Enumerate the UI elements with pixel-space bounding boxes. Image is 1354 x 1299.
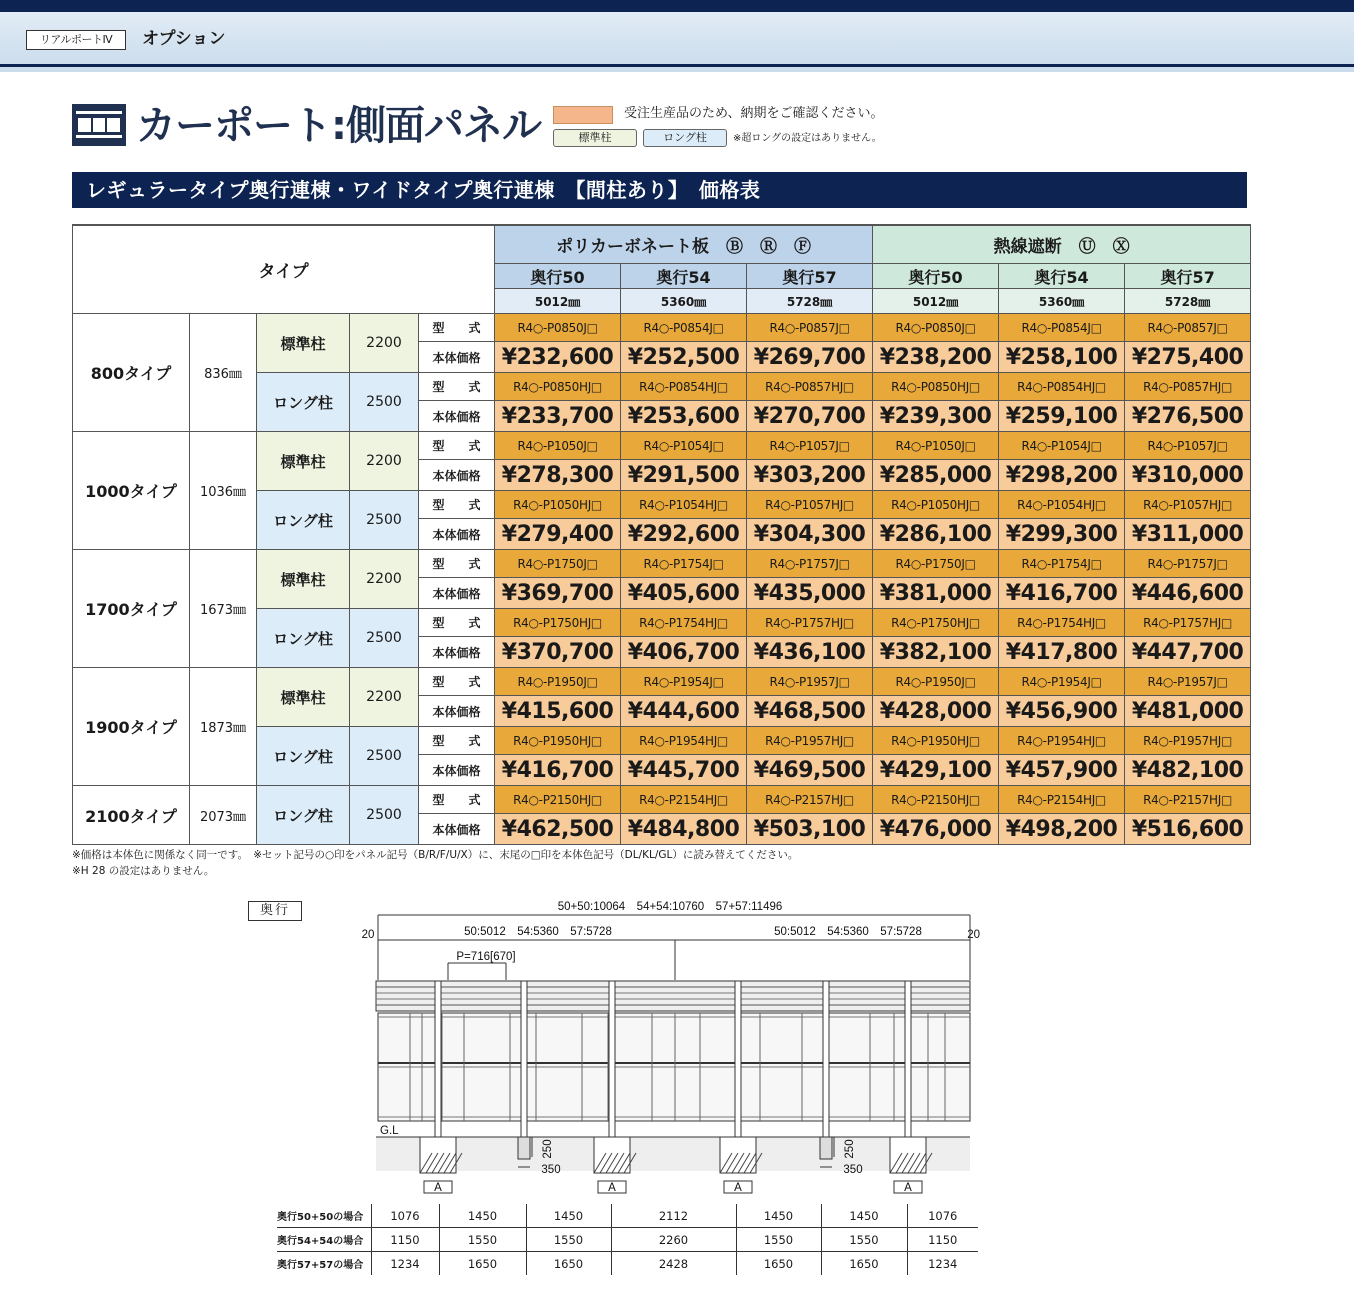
model-code-cell: R4○-P1950HJ□ bbox=[495, 727, 621, 755]
model-code-cell: R4○-P1757J□ bbox=[1125, 550, 1251, 578]
depth-mm-header: 5360㎜ bbox=[999, 289, 1125, 314]
spacing-row-label: 奥行57+57の場合 bbox=[277, 1260, 364, 1271]
small-foundation bbox=[820, 1137, 832, 1159]
price-cell: ¥292,600 bbox=[621, 519, 747, 550]
price-cell: ¥299,300 bbox=[999, 519, 1125, 550]
type-cell: 2100タイプ bbox=[73, 786, 190, 845]
spacing-value: 2112 bbox=[611, 1204, 736, 1228]
depth-mm-header: 5012㎜ bbox=[495, 289, 621, 314]
model-code-cell: R4○-P0854HJ□ bbox=[621, 373, 747, 401]
side-panels bbox=[378, 1013, 970, 1121]
price-cell: ¥445,700 bbox=[621, 755, 747, 786]
roof bbox=[376, 981, 970, 1011]
model-code-cell: R4○-P1954HJ□ bbox=[621, 727, 747, 755]
post-type-cell: 標準柱 bbox=[257, 550, 350, 609]
price-cell: ¥456,900 bbox=[999, 696, 1125, 727]
post-type-cell: ロング柱 bbox=[257, 491, 350, 550]
side-elevation-diagram bbox=[360, 895, 980, 1195]
model-code-cell: R4○-P1054J□ bbox=[999, 432, 1125, 460]
post-type-cell: ロング柱 bbox=[257, 373, 350, 432]
price-cell: ¥446,600 bbox=[1125, 578, 1251, 609]
model-label: 型 式 bbox=[419, 727, 495, 755]
depth-header: 奥行50 bbox=[873, 264, 999, 289]
overall-depth-dimension: 50+50:10064 54+54:10760 57+57:11496 bbox=[557, 901, 783, 913]
price-cell: ¥370,700 bbox=[495, 637, 621, 668]
spacing-row bbox=[277, 1204, 978, 1228]
price-label: 本体価格 bbox=[419, 342, 495, 373]
post-type-cell: ロング柱 bbox=[257, 727, 350, 786]
price-cell: ¥304,300 bbox=[747, 519, 873, 550]
height-cell: 2500 bbox=[350, 491, 419, 550]
model-code-cell: R4○-P1750HJ□ bbox=[873, 609, 999, 637]
depth-mm-header: 5360㎜ bbox=[621, 289, 747, 314]
model-row bbox=[73, 314, 1251, 342]
foundation bbox=[890, 1137, 926, 1173]
price-cell: ¥416,700 bbox=[495, 755, 621, 786]
post-type-cell: ロング柱 bbox=[257, 609, 350, 668]
legend-note: ※超ロングの設定はありません。 bbox=[733, 133, 882, 144]
spacing-value: 1450 bbox=[736, 1204, 821, 1228]
foundation-label: A bbox=[434, 1182, 442, 1194]
spacing-value: 2428 bbox=[611, 1252, 736, 1276]
model-label: 型 式 bbox=[419, 432, 495, 460]
model-code-cell: R4○-P1050J□ bbox=[495, 432, 621, 460]
price-label: 本体価格 bbox=[419, 637, 495, 668]
model-label: 型 式 bbox=[419, 609, 495, 637]
width-cell: 1036㎜ bbox=[190, 432, 257, 550]
height-cell: 2200 bbox=[350, 668, 419, 727]
spacing-value: 1650 bbox=[526, 1252, 611, 1276]
pitch-dimension: P=716[670] bbox=[456, 951, 516, 963]
spacing-value: 1550 bbox=[439, 1228, 526, 1252]
foundation-label: A bbox=[608, 1182, 616, 1194]
price-cell: ¥252,500 bbox=[621, 342, 747, 373]
legend-made-to-order-text: 受注生産品のため、納期をご確認ください。 bbox=[624, 106, 884, 121]
spacing-value: 1650 bbox=[821, 1252, 907, 1276]
depth-tag: 奥行 bbox=[248, 901, 302, 921]
price-cell: ¥447,700 bbox=[1125, 637, 1251, 668]
price-cell: ¥276,500 bbox=[1125, 401, 1251, 432]
type-cell: 800タイプ bbox=[73, 314, 190, 432]
depth-header: 奥行57 bbox=[747, 264, 873, 289]
foundation bbox=[594, 1137, 630, 1173]
post-type-cell: 標準柱 bbox=[257, 668, 350, 727]
height-cell: 2500 bbox=[350, 786, 419, 845]
width-cell: 1873㎜ bbox=[190, 668, 257, 786]
note-line-1: ※価格は本体色に関係なく同一です。 ※セット記号の○印をパネル記号（B/R/F/U/X）に、末尾の□印を本体色記号（DL/KL/GL）に読み替えてください。 bbox=[72, 849, 799, 861]
price-label: 本体価格 bbox=[419, 519, 495, 550]
spacing-row bbox=[277, 1228, 978, 1252]
spacing-row bbox=[277, 1252, 978, 1276]
price-cell: ¥481,000 bbox=[1125, 696, 1251, 727]
price-table-body bbox=[73, 314, 1251, 845]
depth-mm-header: 5012㎜ bbox=[873, 289, 999, 314]
post bbox=[521, 981, 527, 1137]
legend-standard-post: 標準柱 bbox=[553, 129, 637, 147]
model-code-cell: R4○-P0850HJ□ bbox=[873, 373, 999, 401]
model-code-cell: R4○-P0850J□ bbox=[873, 314, 999, 342]
model-code-cell: R4○-P0854J□ bbox=[999, 314, 1125, 342]
model-label: 型 式 bbox=[419, 668, 495, 696]
left-margin-dimension: 20 bbox=[361, 929, 375, 941]
foundation-width-dimension: 350 bbox=[843, 1164, 863, 1176]
small-foundation bbox=[518, 1137, 530, 1159]
model-code-cell: R4○-P2154HJ□ bbox=[621, 786, 747, 814]
spacing-value: 1550 bbox=[526, 1228, 611, 1252]
model-code-cell: R4○-P1954J□ bbox=[999, 668, 1125, 696]
left-half-dimension: 50:5012 54:5360 57:5728 bbox=[464, 926, 612, 938]
model-code-cell: R4○-P1054J□ bbox=[621, 432, 747, 460]
price-cell: ¥436,100 bbox=[747, 637, 873, 668]
heat-shield-header: 熱線遮断 Ⓤ Ⓧ bbox=[873, 225, 1251, 264]
type-cell: 1700タイプ bbox=[73, 550, 190, 668]
model-code-cell: R4○-P0857J□ bbox=[747, 314, 873, 342]
model-code-cell: R4○-P1957HJ□ bbox=[1125, 727, 1251, 755]
post-spacing-table bbox=[277, 1204, 978, 1275]
spacing-value: 1550 bbox=[736, 1228, 821, 1252]
price-cell: ¥233,700 bbox=[495, 401, 621, 432]
price-table bbox=[72, 224, 1251, 845]
model-code-cell: R4○-P1057HJ□ bbox=[747, 491, 873, 519]
model-code-cell: R4○-P1757HJ□ bbox=[1125, 609, 1251, 637]
right-half-dimension: 50:5012 54:5360 57:5728 bbox=[774, 926, 922, 938]
model-code-cell: R4○-P1750HJ□ bbox=[495, 609, 621, 637]
model-code-cell: R4○-P1757HJ□ bbox=[747, 609, 873, 637]
post-type-cell: ロング柱 bbox=[257, 786, 350, 845]
model-code-cell: R4○-P1754HJ□ bbox=[621, 609, 747, 637]
spacing-value: 1076 bbox=[907, 1204, 978, 1228]
post bbox=[435, 981, 441, 1137]
model-code-cell: R4○-P1757J□ bbox=[747, 550, 873, 578]
post bbox=[905, 981, 911, 1137]
spacing-value: 1234 bbox=[907, 1252, 978, 1276]
price-cell: ¥435,000 bbox=[747, 578, 873, 609]
model-code-cell: R4○-P1054HJ□ bbox=[999, 491, 1125, 519]
price-cell: ¥484,800 bbox=[621, 814, 747, 845]
price-cell: ¥369,700 bbox=[495, 578, 621, 609]
model-code-cell: R4○-P1957J□ bbox=[747, 668, 873, 696]
width-cell: 2073㎜ bbox=[190, 786, 257, 845]
ground-level-label: G.L bbox=[380, 1125, 399, 1137]
price-cell: ¥417,800 bbox=[999, 637, 1125, 668]
depth-header: 奥行54 bbox=[621, 264, 747, 289]
price-cell: ¥444,600 bbox=[621, 696, 747, 727]
price-cell: ¥270,700 bbox=[747, 401, 873, 432]
spacing-value: 1150 bbox=[371, 1228, 439, 1252]
depth-header: 奥行50 bbox=[495, 264, 621, 289]
model-code-cell: R4○-P1054HJ□ bbox=[621, 491, 747, 519]
spacing-value: 1450 bbox=[439, 1204, 526, 1228]
spacing-row-label: 奥行54+54の場合 bbox=[277, 1228, 371, 1252]
section-label: オプション bbox=[142, 29, 226, 49]
price-cell: ¥232,600 bbox=[495, 342, 621, 373]
model-label: 型 式 bbox=[419, 786, 495, 814]
price-cell: ¥476,000 bbox=[873, 814, 999, 845]
price-cell: ¥278,300 bbox=[495, 460, 621, 491]
model-code-cell: R4○-P1954HJ□ bbox=[999, 727, 1125, 755]
model-code-cell: R4○-P1950J□ bbox=[495, 668, 621, 696]
note-line-2: ※H 28 の設定はありません。 bbox=[72, 865, 215, 877]
price-cell: ¥516,600 bbox=[1125, 814, 1251, 845]
price-cell: ¥405,600 bbox=[621, 578, 747, 609]
polycarbonate-header: ポリカーボネート板 Ⓑ Ⓡ Ⓕ bbox=[495, 225, 873, 264]
price-cell: ¥258,100 bbox=[999, 342, 1125, 373]
depth-mm-header: 5728㎜ bbox=[747, 289, 873, 314]
post bbox=[823, 981, 829, 1137]
price-cell: ¥310,000 bbox=[1125, 460, 1251, 491]
width-cell: 1673㎜ bbox=[190, 550, 257, 668]
post-type-cell: 標準柱 bbox=[257, 314, 350, 373]
price-cell: ¥416,700 bbox=[999, 578, 1125, 609]
model-row bbox=[73, 668, 1251, 696]
legend-made-to-order-swatch bbox=[553, 106, 613, 124]
type-cell: 1900タイプ bbox=[73, 668, 190, 786]
depth-header: 奥行54 bbox=[999, 264, 1125, 289]
price-cell: ¥428,000 bbox=[873, 696, 999, 727]
model-code-cell: R4○-P1950HJ□ bbox=[873, 727, 999, 755]
model-code-cell: R4○-P1950J□ bbox=[873, 668, 999, 696]
model-row bbox=[73, 550, 1251, 578]
price-label: 本体価格 bbox=[419, 814, 495, 845]
price-cell: ¥239,300 bbox=[873, 401, 999, 432]
product-tag: リアルポートⅣ bbox=[26, 30, 126, 50]
spacing-value: 1550 bbox=[821, 1228, 907, 1252]
spacing-row-label: 奥行50+50の場合 bbox=[277, 1204, 371, 1228]
model-code-cell: R4○-P2150HJ□ bbox=[495, 786, 621, 814]
model-label: 型 式 bbox=[419, 373, 495, 401]
model-code-cell: R4○-P1750J□ bbox=[495, 550, 621, 578]
depth-header: 奥行57 bbox=[1125, 264, 1251, 289]
model-label: 型 式 bbox=[419, 491, 495, 519]
spacing-value: 1450 bbox=[526, 1204, 611, 1228]
model-code-cell: R4○-P2150HJ□ bbox=[873, 786, 999, 814]
price-cell: ¥415,600 bbox=[495, 696, 621, 727]
model-row bbox=[73, 786, 1251, 814]
height-cell: 2500 bbox=[350, 727, 419, 786]
foundation-label: A bbox=[734, 1182, 742, 1194]
price-cell: ¥298,200 bbox=[999, 460, 1125, 491]
model-code-cell: R4○-P1057J□ bbox=[747, 432, 873, 460]
post bbox=[735, 981, 741, 1137]
dimension-lines bbox=[378, 915, 970, 980]
model-code-cell: R4○-P0854J□ bbox=[621, 314, 747, 342]
model-code-cell: R4○-P0857HJ□ bbox=[1125, 373, 1251, 401]
model-code-cell: R4○-P1957HJ□ bbox=[747, 727, 873, 755]
model-code-cell: R4○-P0854HJ□ bbox=[999, 373, 1125, 401]
foundation-depth-dimension: 250 bbox=[844, 1139, 856, 1159]
price-cell: ¥503,100 bbox=[747, 814, 873, 845]
price-cell: ¥429,100 bbox=[873, 755, 999, 786]
price-cell: ¥406,700 bbox=[621, 637, 747, 668]
depth-mm-header: 5728㎜ bbox=[1125, 289, 1251, 314]
post-type-cell: 標準柱 bbox=[257, 432, 350, 491]
price-cell: ¥311,000 bbox=[1125, 519, 1251, 550]
foundation bbox=[720, 1137, 756, 1173]
model-code-cell: R4○-P1954J□ bbox=[621, 668, 747, 696]
model-code-cell: R4○-P1754J□ bbox=[621, 550, 747, 578]
spacing-value: 2260 bbox=[611, 1228, 736, 1252]
price-label: 本体価格 bbox=[419, 696, 495, 727]
spacing-value: 1150 bbox=[907, 1228, 978, 1252]
height-cell: 2200 bbox=[350, 314, 419, 373]
legend-long-post: ロング柱 bbox=[643, 129, 727, 147]
price-label: 本体価格 bbox=[419, 401, 495, 432]
price-label: 本体価格 bbox=[419, 460, 495, 491]
price-cell: ¥482,100 bbox=[1125, 755, 1251, 786]
price-cell: ¥468,500 bbox=[747, 696, 873, 727]
foundation-width-dimension: 350 bbox=[541, 1164, 561, 1176]
price-cell: ¥285,000 bbox=[873, 460, 999, 491]
foundation-label: A bbox=[904, 1182, 912, 1194]
price-cell: ¥469,500 bbox=[747, 755, 873, 786]
model-code-cell: R4○-P1957J□ bbox=[1125, 668, 1251, 696]
type-cell: 1000タイプ bbox=[73, 432, 190, 550]
carport-panel-icon bbox=[72, 104, 126, 146]
price-cell: ¥498,200 bbox=[999, 814, 1125, 845]
price-cell: ¥238,200 bbox=[873, 342, 999, 373]
spacing-value: 1076 bbox=[371, 1204, 439, 1228]
model-code-cell: R4○-P0857HJ□ bbox=[747, 373, 873, 401]
price-cell: ¥253,600 bbox=[621, 401, 747, 432]
height-cell: 2200 bbox=[350, 432, 419, 491]
height-cell: 2500 bbox=[350, 373, 419, 432]
price-cell: ¥279,400 bbox=[495, 519, 621, 550]
model-code-cell: R4○-P0850HJ□ bbox=[495, 373, 621, 401]
price-cell: ¥303,200 bbox=[747, 460, 873, 491]
model-code-cell: R4○-P1050J□ bbox=[873, 432, 999, 460]
foundation bbox=[420, 1137, 456, 1173]
spacing-value: 1650 bbox=[439, 1252, 526, 1276]
price-cell: ¥259,100 bbox=[999, 401, 1125, 432]
ground bbox=[376, 1137, 970, 1171]
section-title-bar: レギュラータイプ奥行連棟・ワイドタイプ奥行連棟 【間柱あり】 価格表 bbox=[72, 172, 1247, 208]
model-code-cell: R4○-P1754HJ□ bbox=[999, 609, 1125, 637]
model-row bbox=[73, 432, 1251, 460]
height-cell: 2200 bbox=[350, 550, 419, 609]
model-code-cell: R4○-P0857J□ bbox=[1125, 314, 1251, 342]
price-cell: ¥286,100 bbox=[873, 519, 999, 550]
price-cell: ¥462,500 bbox=[495, 814, 621, 845]
price-cell: ¥382,100 bbox=[873, 637, 999, 668]
model-code-cell: R4○-P1050HJ□ bbox=[873, 491, 999, 519]
spacing-value: 1650 bbox=[736, 1252, 821, 1276]
page-title: カーポート:側面パネル bbox=[136, 103, 541, 149]
width-cell: 836㎜ bbox=[190, 314, 257, 432]
model-code-cell: R4○-P1057HJ□ bbox=[1125, 491, 1251, 519]
type-header: タイプ bbox=[73, 225, 495, 314]
foundation-depth-dimension: 250 bbox=[542, 1139, 554, 1159]
spacing-value: 1234 bbox=[371, 1252, 439, 1276]
model-code-cell: R4○-P0850J□ bbox=[495, 314, 621, 342]
price-cell: ¥457,900 bbox=[999, 755, 1125, 786]
price-label: 本体価格 bbox=[419, 578, 495, 609]
price-cell: ¥269,700 bbox=[747, 342, 873, 373]
price-cell: ¥381,000 bbox=[873, 578, 999, 609]
height-cell: 2500 bbox=[350, 609, 419, 668]
model-code-cell: R4○-P1057J□ bbox=[1125, 432, 1251, 460]
spacing-value: 1450 bbox=[821, 1204, 907, 1228]
model-label: 型 式 bbox=[419, 314, 495, 342]
model-code-cell: R4○-P1050HJ□ bbox=[495, 491, 621, 519]
price-cell: ¥291,500 bbox=[621, 460, 747, 491]
model-code-cell: R4○-P2157HJ□ bbox=[1125, 786, 1251, 814]
model-code-cell: R4○-P2157HJ□ bbox=[747, 786, 873, 814]
right-margin-dimension: 20 bbox=[967, 929, 980, 941]
model-code-cell: R4○-P1754J□ bbox=[999, 550, 1125, 578]
model-label: 型 式 bbox=[419, 550, 495, 578]
model-code-cell: R4○-P2154HJ□ bbox=[999, 786, 1125, 814]
price-cell: ¥275,400 bbox=[1125, 342, 1251, 373]
model-code-cell: R4○-P1750J□ bbox=[873, 550, 999, 578]
post bbox=[609, 981, 615, 1137]
post-spacing-table-body bbox=[277, 1204, 978, 1275]
price-label: 本体価格 bbox=[419, 755, 495, 786]
